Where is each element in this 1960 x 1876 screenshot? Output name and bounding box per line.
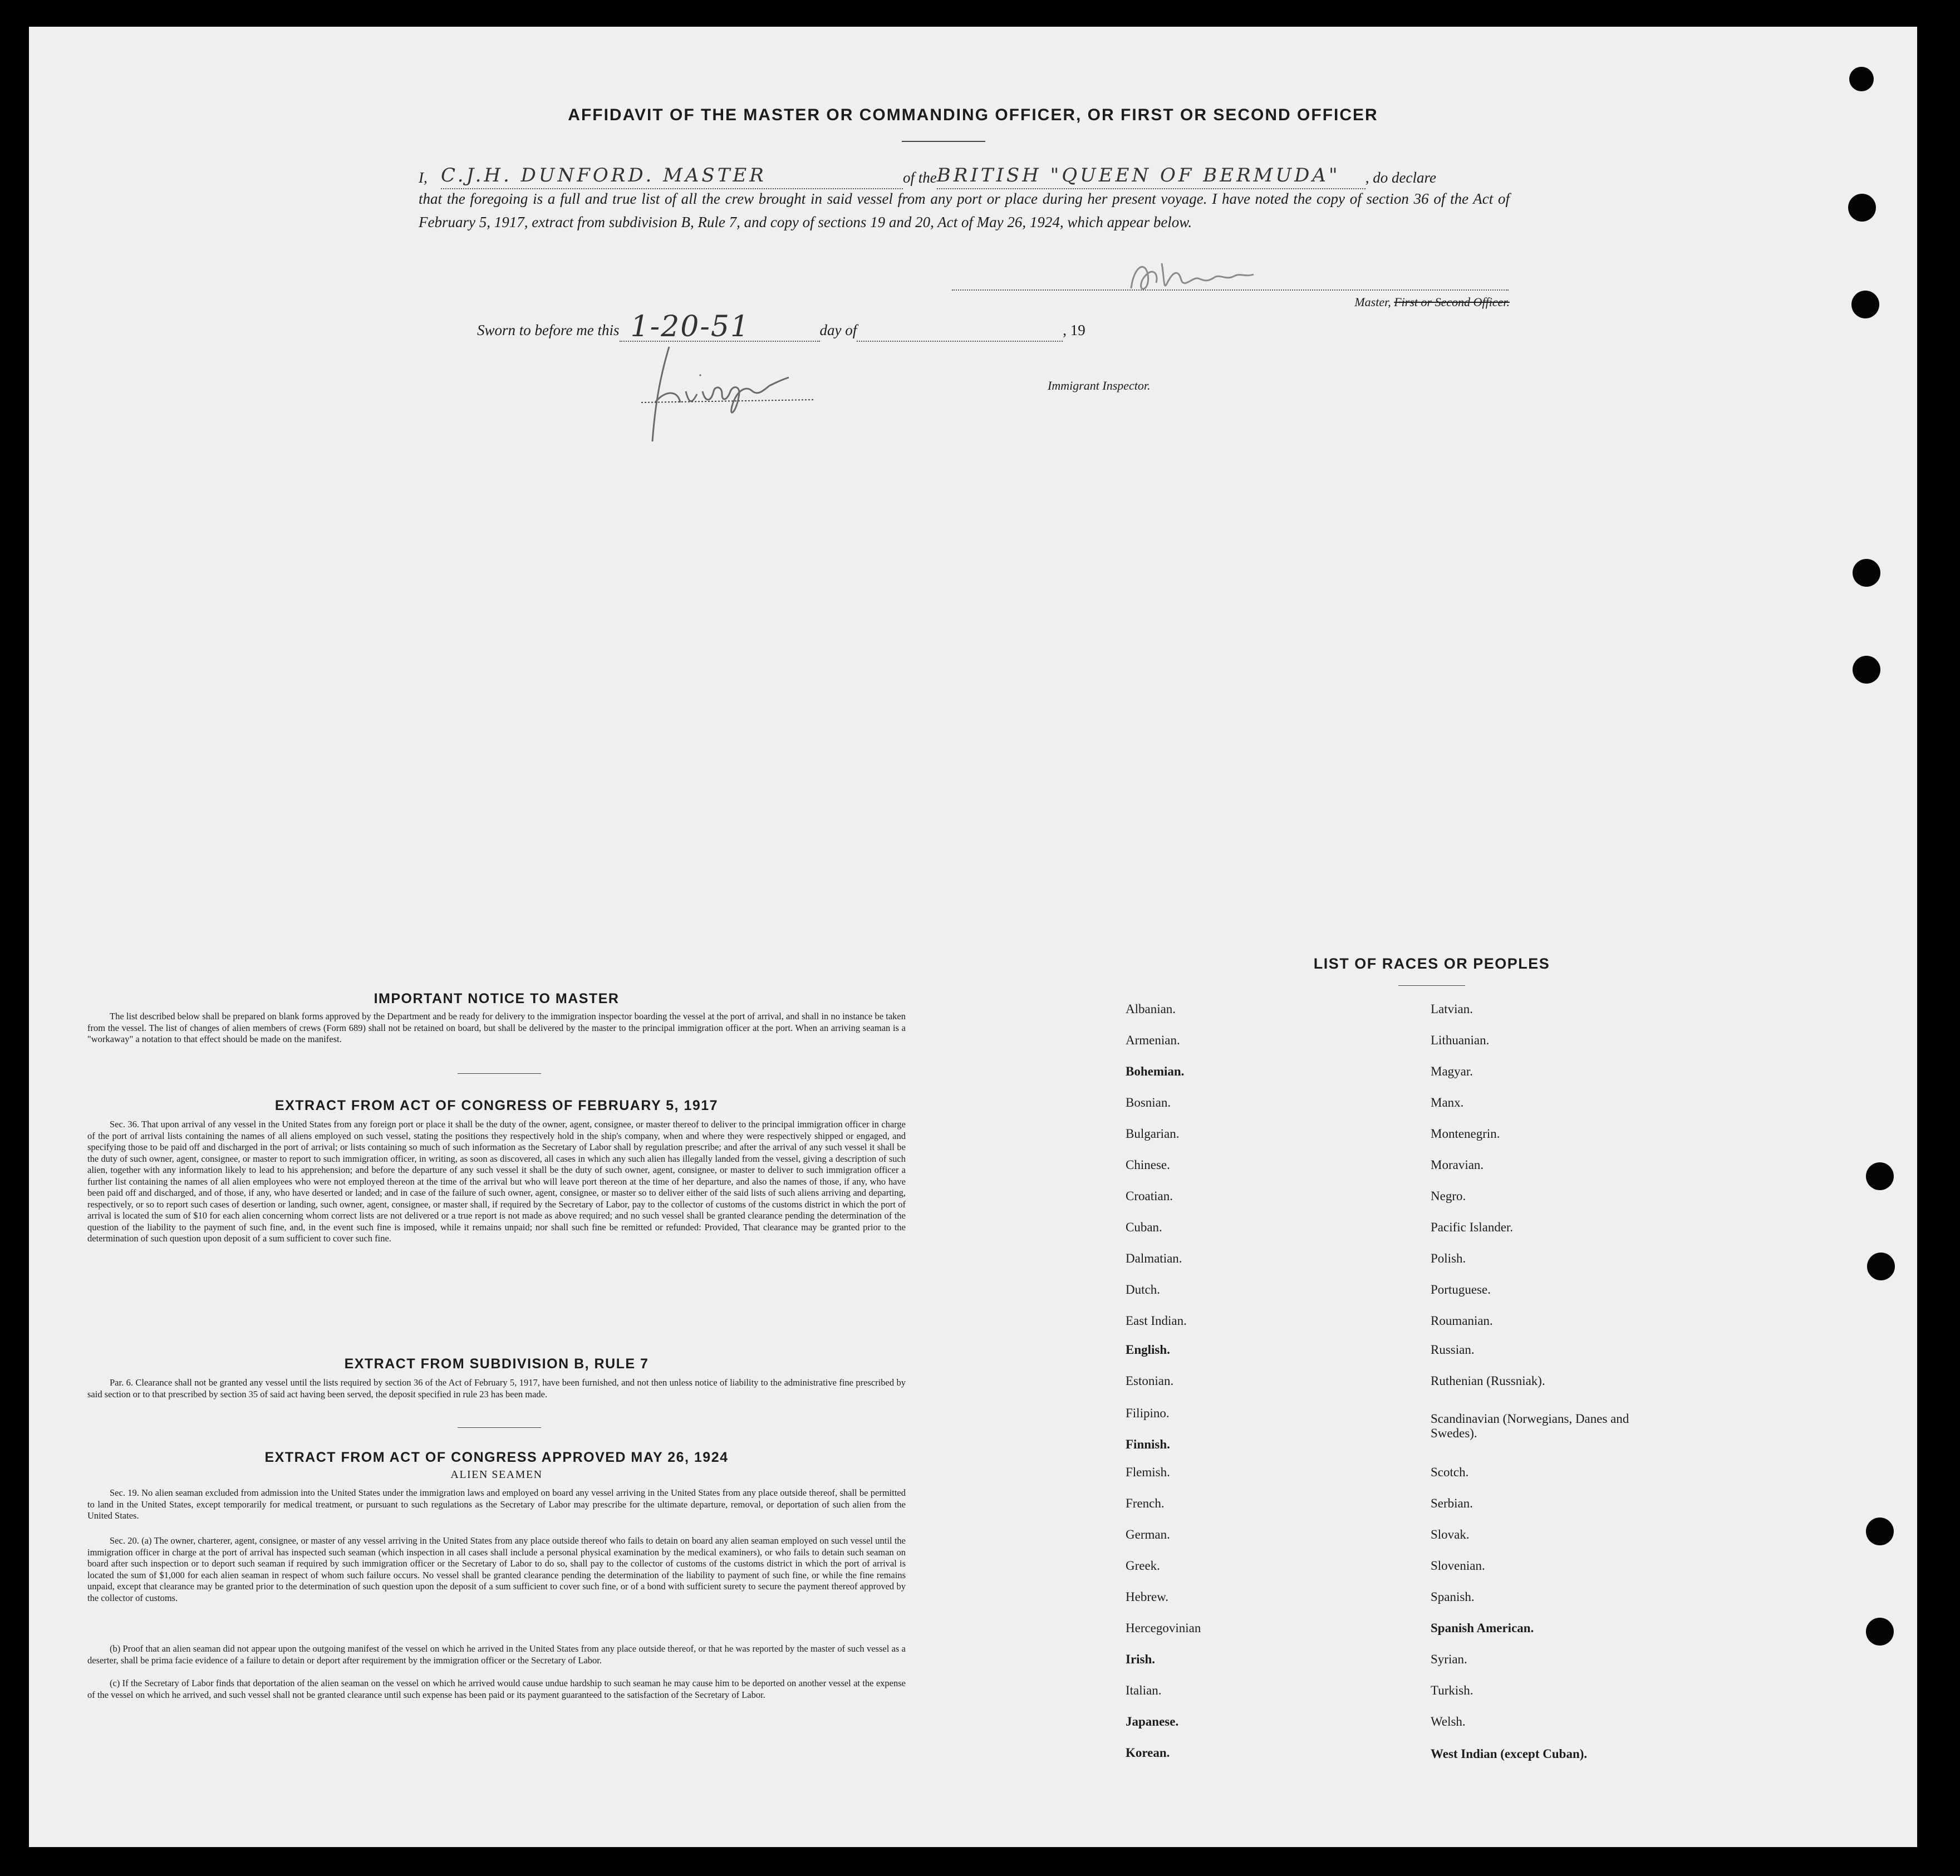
punch-hole: [1866, 1518, 1894, 1545]
form-page: [29, 27, 1917, 1847]
master-title: [1293, 295, 1510, 310]
race-item: Ruthenian (Russniak).: [1431, 1374, 1545, 1388]
vessel-name-handwritten: BRITISH "QUEEN OF BERMUDA": [936, 164, 1340, 186]
race-item: Italian.: [1126, 1683, 1162, 1697]
notice-text: The list described below shall be prepared on blank forms approved by the Department and be ready for delivery to the immigration inspector boarding the vessel at the port of arrival, and shall in no instance be taken from the vessel. The list of changes of alien members of crews (Form 689) shall not be retained on board, but shall be delivered by the master to the principal immigration officer at the port. When an arriving seaman is a "workaway" a notation to that effect should be made on the manifest.: [87, 1011, 906, 1044]
race-item: Moravian.: [1431, 1158, 1484, 1172]
race-item: Bulgarian.: [1126, 1127, 1180, 1141]
race-item: Montenegrin.: [1431, 1127, 1500, 1141]
rule7-text: Par. 6. Clearance shall not be granted any vessel until the lists required by section 36 of the Act of February 5, 1917, have been furnished, and not then unless notice of liability to the administrative fine prescribed by said section or to that prescribed by section 35 of said act having been served, the deposit specified in rule 23 has been made.: [87, 1377, 906, 1399]
punch-hole: [1866, 1162, 1894, 1190]
sworn-prefix: Sworn to before me this: [477, 322, 620, 338]
title-divider: [902, 141, 985, 142]
punch-hole: [1853, 559, 1880, 587]
race-item: Albanian.: [1126, 1002, 1176, 1016]
extract-1917-text: Sec. 36. That upon arrival of any vessel in the United States from any foreign port or place it shall be the duty of the owner, agent, consignee, or master thereof to deliver to the principal immigration officer in charge of the port of arrival lists containing the names of all aliens employed on such vessel, stating the positions they respectively hold in the ship's company, when and where they were respectively shipped or engaged, and specifying those to be paid off and discharged in the port of arrival; or lists containing so much of such information as the Secretary of Labor shall by regulation prescribe; and after the arrival of any such vessel it shall be the duty of such owner, agent, consignee, or master to report to such immigration officer, in writing, as soon as discovered, all cases in which any such alien has illegally landed from the vessel, giving a description of such alien, together with any information likely to lead to his apprehension; and before the departure of any such vessel it shall be the duty of such owner, agent, consignee, or master to deliver to such immigration officer a further list containing the names of all alien employees who were not employed thereon at the time of the arrival but who will leave port thereon at the time of her departure, and also the names of those, if any, who have been paid off and discharged, and of those, if any, who have deserted or landed; and in case of the failure of such owner, agent, consignee, or master so to deliver either of the said lists of such aliens arriving and departing, respectively, or so to report such cases of desertion or landing, such owner, agent, consignee, or master shall, if required by the Secretary of Labor, pay to the collector of customs of the customs district in which the port of arrival is located the sum of $10 for each alien concerning whom correct lists are not delivered or a true report is not made as above required; and no such vessel shall be granted clearance pending the determination of the question of the liability to the payment of such fine, and, in the event such fine is imposed, while it remains unpaid; nor shall such fine be remitted or refunded: Provided, That clearance may be granted prior to the determination of such question upon deposit of a sum sufficient to cover such fine.: [87, 1119, 906, 1244]
officer-struck-text: First or Second Officer.: [1394, 295, 1510, 309]
races-divider: [1398, 985, 1465, 986]
race-item: Hebrew.: [1126, 1590, 1169, 1604]
master-signature-line: [952, 289, 1509, 291]
punch-hole: [1853, 656, 1880, 684]
extract-1924-subtitle: ALIEN SEAMEN: [450, 1469, 543, 1481]
race-item: Turkish.: [1431, 1683, 1473, 1697]
race-item: Finnish.: [1126, 1437, 1170, 1451]
punch-hole: [1848, 194, 1876, 222]
extract-1917-title: EXTRACT FROM ACT OF CONGRESS OF FEBRUARY 5, 1917: [274, 1098, 719, 1113]
race-item: Welsh.: [1431, 1715, 1466, 1728]
race-item: Russian.: [1431, 1343, 1475, 1357]
inspector-label: Immigrant Inspector.: [1048, 379, 1151, 392]
sworn-date-handwritten: 1-20-51: [630, 310, 750, 343]
race-item: English.: [1126, 1343, 1170, 1357]
race-item: Filipino.: [1126, 1406, 1170, 1420]
race-item: Spanish American.: [1431, 1621, 1534, 1635]
year-prefix: , 19: [1063, 322, 1085, 338]
i-label: I,: [419, 169, 428, 186]
race-item: Portuguese.: [1431, 1283, 1491, 1296]
races-title: LIST OF RACES OR PEOPLES: [1313, 955, 1550, 972]
punch-hole: [1866, 1618, 1894, 1646]
race-item: Dalmatian.: [1126, 1251, 1182, 1265]
race-item: Dutch.: [1126, 1283, 1160, 1296]
race-item: Estonian.: [1126, 1374, 1174, 1388]
race-item: Pacific Islander.: [1431, 1220, 1514, 1234]
declaration-body: that the foregoing is a full and true list of all the crew brought in said vessel from any port or place during her present voyage. I have noted the copy of section 36 of the Act of February 5, 1917, extract from subdivision B, Rule 7, and copy of sections 19 and 20, Act of May 26, 1924, which appear below.: [419, 190, 1510, 230]
extract-1924-title: EXTRACT FROM ACT OF CONGRESS APPROVED MAY 26, 1924: [264, 1450, 729, 1465]
declaration-line: [419, 164, 1510, 189]
punch-hole: [1867, 1253, 1895, 1280]
master-signature: [1120, 249, 1287, 308]
race-item: Hercegovinian: [1126, 1621, 1201, 1635]
race-item: Latvian.: [1431, 1002, 1473, 1016]
race-item: Korean.: [1126, 1746, 1170, 1760]
race-item: Scandinavian (Norwegians, Danes and Swedes).: [1431, 1412, 1629, 1440]
race-item: Polish.: [1431, 1251, 1466, 1265]
race-item: Bohemian.: [1126, 1064, 1185, 1078]
race-item: Greek.: [1126, 1559, 1160, 1573]
race-item: German.: [1126, 1528, 1170, 1541]
rule7-divider: [458, 1427, 541, 1428]
race-item: Croatian.: [1126, 1189, 1173, 1203]
day-of-label: day of: [819, 322, 857, 338]
race-item: Spanish.: [1431, 1590, 1475, 1604]
race-item: Chinese.: [1126, 1158, 1170, 1172]
race-item: Lithuanian.: [1431, 1033, 1490, 1047]
of-the-label: of the: [903, 169, 937, 186]
race-item: East Indian.: [1126, 1314, 1187, 1328]
race-item: Bosnian.: [1126, 1096, 1171, 1109]
section-19-text: Sec. 19. No alien seaman excluded from admission into the United States under the immigration laws and employed on board any vessel arriving in the United States from any place outside thereof, shall be permitted to land in the United States, except temporarily for medical treatment, or pursuant to such regulations as the Secretary of Labor may prescribe for the ultimate departure, removal, or deportation of such alien from the United States.: [87, 1487, 906, 1521]
master-name-handwritten: C.J.H. DUNFORD. MASTER: [441, 164, 767, 186]
race-item: Serbian.: [1431, 1496, 1473, 1510]
section-20a-text: Sec. 20. (a) The owner, charterer, agent, consignee, or master of any vessel arriving in the United States from any place outside thereof who fails to detain on board any alien seaman employed on such vessel until the immigration officer in charge at the port of arrival has inspected such seaman (which inspection in all cases shall include a personal physical examination by the medical examiners), or who fails to detain such seaman on board after such inspection or to deport such seaman if required by such immigration officer or the Secretary of Labor to do so, shall pay to the collector of customs of the customs district in which the port of arrival is located the sum of $1,000 for each alien seaman in respect of whom such failure occurs. No vessel shall be granted clearance pending the determination of the liability to payment of such fine, or while the fine remains unpaid, except that clearance may be granted prior to the determination of such question upon the deposit of a sum sufficient to cover such fine, or of a bond with sufficient surety to secure the payment thereof approved by the collector of customs.: [87, 1535, 906, 1603]
race-item: Manx.: [1431, 1096, 1464, 1109]
race-item: Negro.: [1431, 1189, 1466, 1203]
race-item: Slovak.: [1431, 1528, 1470, 1541]
race-item: Irish.: [1126, 1652, 1156, 1666]
punch-hole: [1851, 291, 1879, 318]
race-item: Flemish.: [1126, 1465, 1170, 1479]
master-title-prefix: Master,: [1354, 295, 1391, 309]
race-item: Japanese.: [1126, 1715, 1179, 1728]
race-item: West Indian (except Cuban).: [1431, 1747, 1588, 1761]
affidavit-title: AFFIDAVIT OF THE MASTER OR COMMANDING OFFICER, OR FIRST OR SECOND OFFICER: [568, 106, 1378, 124]
inspector-signature: [630, 330, 819, 455]
race-item: Magyar.: [1431, 1064, 1473, 1078]
rule7-title: EXTRACT FROM SUBDIVISION B, RULE 7: [344, 1356, 649, 1372]
do-declare-label: , do declare: [1365, 169, 1436, 186]
notice-divider: [458, 1073, 541, 1074]
race-item: Cuban.: [1126, 1220, 1162, 1234]
race-item: Armenian.: [1126, 1033, 1180, 1047]
race-item: Roumanian.: [1431, 1314, 1493, 1328]
section-20c-text: (c) If the Secretary of Labor finds that deportation of the alien seaman on the vessel on which he arrived would cause undue hardship to such seaman he may cause him to be deported on another vessel at the expense of the vessel on which he arrived, and such vessel shall not be granted clearance until such expense has been paid or its payment guaranteed to the satisfaction of the Secretary of Labor.: [87, 1678, 906, 1700]
race-item: Scotch.: [1431, 1465, 1469, 1479]
race-item: Syrian.: [1431, 1652, 1467, 1666]
race-item: French.: [1126, 1496, 1165, 1510]
notice-title: IMPORTANT NOTICE TO MASTER: [374, 991, 620, 1006]
punch-hole: [1849, 67, 1874, 91]
race-item: Slovenian.: [1431, 1559, 1485, 1573]
section-20b-text: (b) Proof that an alien seaman did not appear upon the outgoing manifest of the vessel on which he arrived in the United States from any place outside thereof, or that he was reported by the master of such vessel as a deserter, shall be prima facie evidence of a failure to detain or deport after requirement by the immigration officer or the Secretary of Labor.: [87, 1643, 906, 1666]
